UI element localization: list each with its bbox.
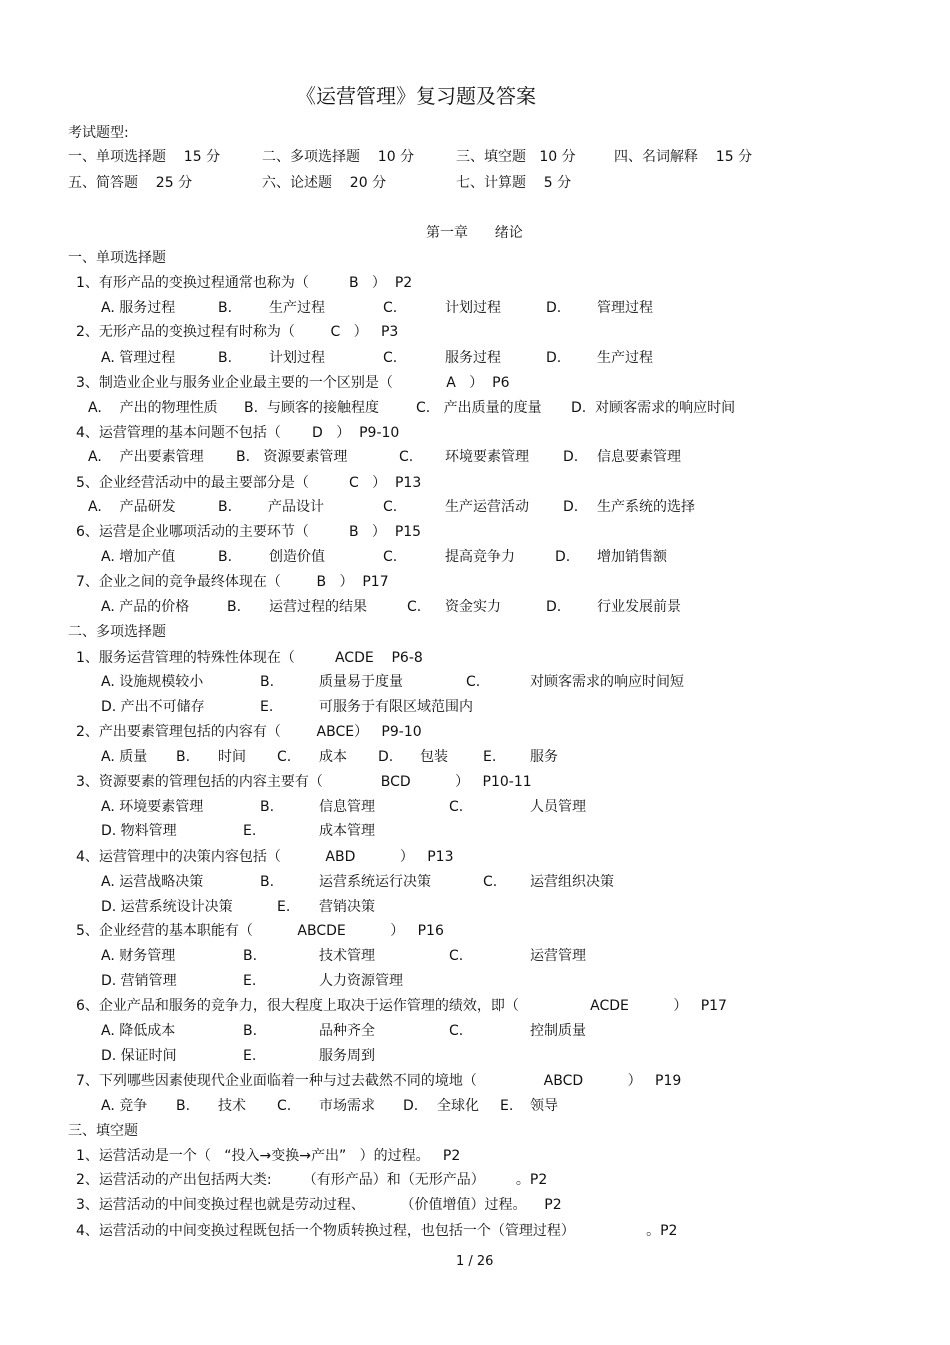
question: 7、下列哪些因素使现代企业面临着一种与过去截然不同的境地（ ABCD ） P19: [76, 1073, 682, 1089]
option-letter: B.: [218, 499, 233, 515]
option-letter: C.: [383, 499, 398, 515]
question: 5、企业经营的基本职能有（ ABCDE ） P16: [76, 923, 444, 939]
option: 控制质量: [530, 1023, 586, 1039]
option: 技术: [218, 1098, 246, 1114]
option: 领导: [530, 1098, 558, 1114]
option: 品种齐全: [319, 1023, 375, 1039]
option: B. 与顾客的接触程度: [244, 400, 379, 416]
option-letter: C.: [483, 874, 498, 890]
option: A. 环境要素管理: [101, 799, 204, 815]
option-letter: C.: [407, 599, 422, 615]
option: 产品设计: [268, 499, 324, 515]
question: 3、制造业企业与服务业企业最主要的一个区别是（ A ） P6: [76, 375, 510, 391]
option-letter: C.: [277, 1098, 292, 1114]
option: 服务周到: [319, 1048, 375, 1064]
option-letter: D.: [555, 549, 571, 565]
option: 包装: [420, 749, 448, 765]
option: A. 产出的物理性质: [88, 400, 218, 416]
option: 人力资源管理: [319, 973, 403, 989]
fill-question: 3、运营活动的中间变换过程也就是劳动过程、 （价值增值）过程。 P2: [76, 1197, 562, 1213]
exam-type: 七、计算题 5 分: [456, 175, 572, 191]
section-heading: 三、填空题: [68, 1123, 138, 1139]
option-letter: C.: [277, 749, 292, 765]
option-letter: D.: [563, 499, 579, 515]
page-number: 1 / 26: [456, 1254, 494, 1269]
exam-type: 二、多项选择题 10 分: [262, 149, 415, 165]
option-letter: D.: [546, 350, 562, 366]
option-letter: E.: [500, 1098, 514, 1114]
option-letter: B.: [227, 599, 242, 615]
question: 5、企业经营活动中的最主要部分是（ C ） P13: [76, 475, 422, 491]
question: 2、产出要素管理包括的内容有（ ABCE） P9-10: [76, 724, 422, 740]
option: 管理过程: [597, 300, 653, 316]
page-title: 《运营管理》复习题及答案: [296, 84, 536, 108]
option-letter: C.: [466, 674, 481, 690]
option-letter: B.: [260, 874, 275, 890]
question: 6、企业产品和服务的竞争力，很大程度上取决于运作管理的绩效，即（ ACDE ） P17: [76, 998, 727, 1014]
option-letter: B.: [218, 300, 233, 316]
option-letter: E.: [243, 823, 257, 839]
option: 生产运营活动: [445, 499, 529, 515]
option-letter: C.: [449, 948, 464, 964]
option: B. 资源要素管理: [236, 449, 348, 465]
section-heading: 二、多项选择题: [68, 624, 166, 640]
option: A. 产品的价格: [101, 599, 190, 615]
option-letter: D.: [378, 749, 394, 765]
option-letter: E.: [243, 973, 257, 989]
option: 生产过程: [597, 350, 653, 366]
option: 成本管理: [319, 823, 375, 839]
question: 7、企业之间的竞争最终体现在（ B ） P17: [76, 574, 389, 590]
question: 6、运营是企业哪项活动的主要环节（ B ） P15: [76, 524, 422, 540]
question: 4、运营管理的基本问题不包括（ D ） P9-10: [76, 425, 400, 441]
option: D. 营销管理: [101, 973, 177, 989]
option: 服务: [530, 749, 558, 765]
exam-type: 一、单项选择题 15 分: [68, 149, 221, 165]
fill-question: 1、运营活动是一个（ “投入→变换→产出” ）的过程。 P2: [76, 1148, 461, 1164]
option: 生产系统的选择: [597, 499, 695, 515]
option: 运营过程的结果: [269, 599, 367, 615]
option: 资金实力: [445, 599, 501, 615]
option: 创造价值: [269, 549, 325, 565]
option: A. 产品研发: [88, 499, 176, 515]
option: 计划过程: [269, 350, 325, 366]
section-heading: 一、单项选择题: [68, 250, 166, 266]
option-letter: C.: [449, 799, 464, 815]
exam-type: 五、简答题 25 分: [68, 175, 193, 191]
option-letter: B.: [218, 549, 233, 565]
option: 提高竞争力: [445, 549, 515, 565]
option: D. 对顾客需求的响应时间: [571, 400, 736, 416]
option: 营销决策: [319, 899, 375, 915]
option: 全球化: [437, 1098, 479, 1114]
option: 人员管理: [530, 799, 586, 815]
option-letter: C.: [383, 350, 398, 366]
option-letter: D.: [563, 449, 579, 465]
option: A. 降低成本: [101, 1023, 176, 1039]
option: A. 运营战略决策: [101, 874, 204, 890]
option-letter: E.: [483, 749, 497, 765]
option-letter: B.: [260, 799, 275, 815]
option: 行业发展前景: [597, 599, 681, 615]
option: A. 增加产值: [101, 549, 176, 565]
option: A. 服务过程: [101, 300, 176, 316]
option: D. 运营系统设计决策: [101, 899, 233, 915]
option-letter: B.: [243, 948, 258, 964]
option-letter: E.: [260, 699, 274, 715]
option: D. 产出不可储存: [101, 699, 205, 715]
option: A. 质量: [101, 749, 148, 765]
option-letter: D.: [546, 300, 562, 316]
question: 4、运营管理中的决策内容包括（ ABD ） P13: [76, 849, 454, 865]
question: 2、无形产品的变换过程有时称为（ C ） P3: [76, 324, 399, 340]
option: 时间: [218, 749, 246, 765]
option: 可服务于有限区域范围内: [319, 699, 473, 715]
option: 市场需求: [319, 1098, 375, 1114]
option-letter: B.: [218, 350, 233, 366]
option: A. 管理过程: [101, 350, 176, 366]
option: A. 产出要素管理: [88, 449, 204, 465]
option-letter: C.: [383, 300, 398, 316]
question: 1、有形产品的变换过程通常也称为（ B ） P2: [76, 275, 413, 291]
option-letter: B.: [260, 674, 275, 690]
option: 技术管理: [319, 948, 375, 964]
option-letter: D.: [546, 599, 562, 615]
option: C. 产出质量的度量: [416, 400, 542, 416]
exam-types-label: 考试题型:: [68, 125, 129, 141]
option: 对顾客需求的响应时间短: [530, 674, 684, 690]
option-letter: E.: [277, 899, 291, 915]
option-letter: D.: [403, 1098, 419, 1114]
option: 计划过程: [445, 300, 501, 316]
exam-type: 三、填空题 10 分: [456, 149, 576, 165]
exam-type: 四、名词解释 15 分: [614, 149, 753, 165]
option: 信息要素管理: [597, 449, 681, 465]
option: D. 物料管理: [101, 823, 177, 839]
option: D. 保证时间: [101, 1048, 177, 1064]
option-letter: B.: [176, 749, 191, 765]
exam-type: 六、论述题 20 分: [262, 175, 387, 191]
option-letter: C.: [399, 449, 414, 465]
option-letter: B.: [176, 1098, 191, 1114]
option: 质量易于度量: [319, 674, 403, 690]
option: 生产过程: [269, 300, 325, 316]
option: 环境要素管理: [445, 449, 529, 465]
fill-question: 2、运营活动的产出包括两大类: （有形产品）和（无形产品） 。P2: [76, 1172, 548, 1188]
option: 运营管理: [530, 948, 586, 964]
option-letter: C.: [449, 1023, 464, 1039]
chapter-heading: 第一章 绪论: [426, 225, 523, 241]
question: 3、资源要素的管理包括的内容主要有（ BCD ） P10-11: [76, 774, 532, 790]
option: A. 财务管理: [101, 948, 176, 964]
option: 运营系统运行决策: [319, 874, 431, 890]
option: A. 竞争: [101, 1098, 148, 1114]
question: 1、服务运营管理的特殊性体现在（ ACDE P6-8: [76, 650, 423, 666]
option: 成本: [319, 749, 347, 765]
option: 信息管理: [319, 799, 375, 815]
option: 运营组织决策: [530, 874, 614, 890]
option: 服务过程: [445, 350, 501, 366]
option-letter: E.: [243, 1048, 257, 1064]
option: A. 设施规模较小: [101, 674, 204, 690]
option-letter: B.: [243, 1023, 258, 1039]
fill-question: 4、运营活动的中间变换过程既包括一个物质转换过程，也包括一个（管理过程） 。P2: [76, 1223, 678, 1239]
option: 增加销售额: [597, 549, 667, 565]
option-letter: C.: [383, 549, 398, 565]
